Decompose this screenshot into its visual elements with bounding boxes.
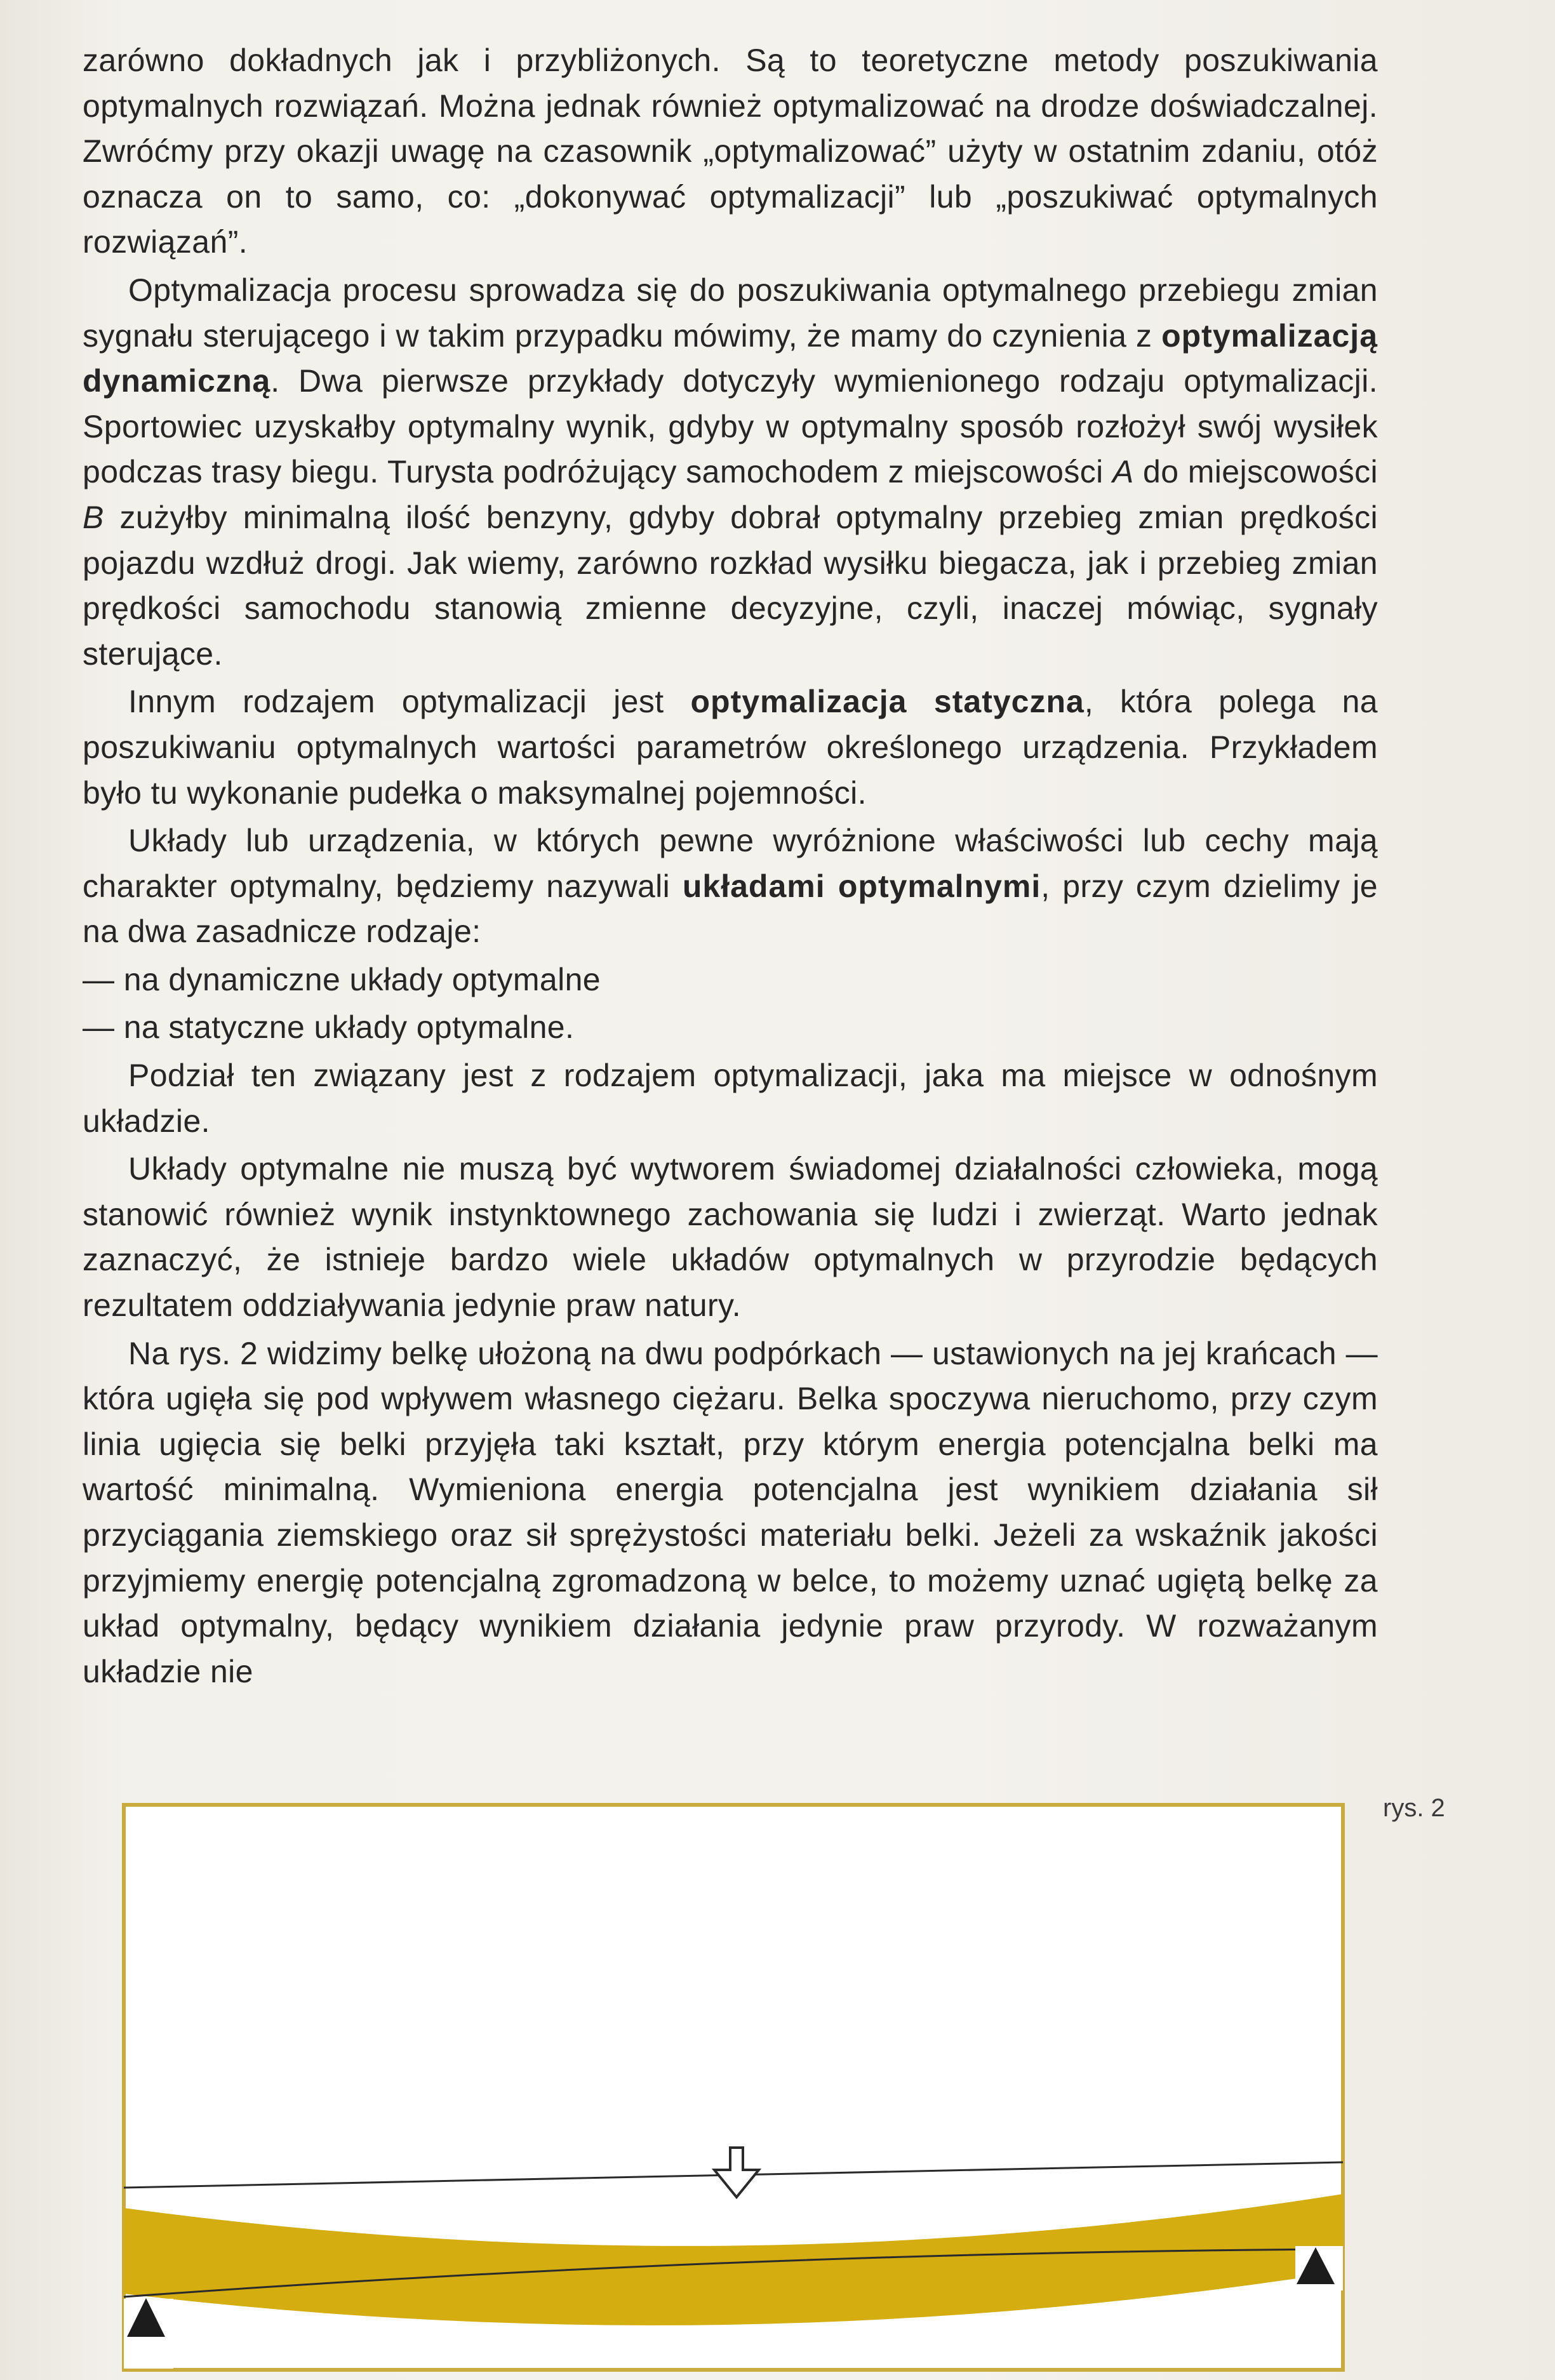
text-run: do miejscowości bbox=[1133, 454, 1378, 490]
key-term: układami optymalnymi bbox=[682, 868, 1041, 904]
paragraph bbox=[83, 679, 1378, 816]
list-item bbox=[83, 1005, 1378, 1051]
text-run: zużyłby minimalną ilość benzyny, gdyby dobrał optymalny przebieg zmian prędkości pojazdu wzdłuż drogi. Jak wiemy, zarówno rozkład wysiłku biegacza, jak i przebieg zmian prędkości samochodu stanowią zmienne decyzyjne, czyli, inaczej mówiąc, sygnały sterujące. bbox=[83, 499, 1378, 672]
text-run: Podział ten związany jest z rodzajem optymalizacji, jaka ma miejsce w odnośnym układzie. bbox=[83, 1058, 1378, 1139]
text-run: , która polega na poszukiwaniu optymalnych wartości parametrów określonego urządzenia. Przykładem było tu wykonanie pudełka o maksymalnej pojemności. bbox=[83, 684, 1378, 811]
text-run: Układy optymalne nie muszą być wytworem świadomej działalności człowieka, mogą stanowić również wynik instynktownego zachowania się ludzi i zwierząt. Warto jednak zaznaczyć, że istnieje bardzo wiele układów optymalnych w przyrodzie będących rezultatem oddziaływania jedynie praw natury. bbox=[83, 1151, 1378, 1324]
text-run: — na statyczne układy optymalne. bbox=[83, 1009, 575, 1046]
variable: A bbox=[1112, 454, 1134, 490]
paragraph bbox=[83, 1331, 1378, 1695]
text-run: , przy czym dzielimy je na dwa zasadnicze rodzaje: bbox=[83, 868, 1378, 950]
text-run: — na dynamiczne układy optymalne bbox=[83, 961, 601, 997]
text-run: . Dwa pierwsze przykłady dotyczyły wymienionego rodzaju optymalizacji. Sportowiec uzyskałby optymalny wynik, gdyby w optymalny sposób rozłożył swój wysiłek podczas trasy biegu. Turysta podróżujący samochodem z miejscowości bbox=[83, 363, 1378, 490]
figure-beam-diagram bbox=[121, 1802, 1346, 2373]
paragraph bbox=[83, 1053, 1378, 1144]
paragraph bbox=[83, 268, 1378, 677]
text-run: Optymalizacja procesu sprowadza się do poszukiwania optymalnego przebiegu zmian sygnału sterującego i w takim przypadku mówimy, że mamy do czynienia z bbox=[83, 272, 1378, 354]
text-run: Na rys. 2 widzimy belkę ułożoną na dwu podpórkach — ustawionych na jej krańcach — która ugięła się pod wpływem własnego ciężaru. Belka spoczywa nieruchomo, przy czym linia ugięcia się belki przyjęła taki kształt, przy którym energia potencjalna belki ma wartość minimalną. Wymieniona energia potencjalna jest wynikiem działania sił przyciągania ziemskiego oraz sił sprężystości materiału belki. Jeżeli za wskaźnik jakości przyjmiemy energię potencjalną zgromadzoną w belce, to możemy uznać ugiętą belkę za układ optymalny, będący wynikiem działania jedynie praw przyrody. W rozważanym układzie nie bbox=[83, 1335, 1378, 1689]
key-term: optymalizacja statyczna bbox=[690, 684, 1084, 720]
text-run: Innym rodzajem optymalizacji jest bbox=[128, 684, 691, 720]
paragraph bbox=[83, 1147, 1378, 1328]
variable: B bbox=[83, 499, 104, 535]
text-run: Układy lub urządzenia, w których pewne wyróżnione właściwości lub cechy mają charakter optymalny, będziemy nazywali bbox=[83, 823, 1378, 904]
paragraph bbox=[83, 38, 1378, 265]
list-item bbox=[83, 957, 1378, 1003]
text-run: zarówno dokładnych jak i przybliżonych. Są to teoretyczne metody poszukiwania optymalnych rozwiązań. Można jednak również optymalizować na drodze doświadczalnej. Zwróćmy przy okazji uwagę na czasownik „optymalizować” użyty w ostatnim zdaniu, otóż oznacza on to samo, co: „dokonywać optymalizacji” lub „poszukiwać optymalnych rozwiązań”. bbox=[83, 43, 1378, 260]
paragraph bbox=[83, 818, 1378, 955]
body-text bbox=[83, 38, 1378, 1694]
figure-caption: rys. 2 bbox=[1383, 1794, 1445, 1822]
key-term: optymalizacją dynamiczną bbox=[83, 317, 1378, 399]
